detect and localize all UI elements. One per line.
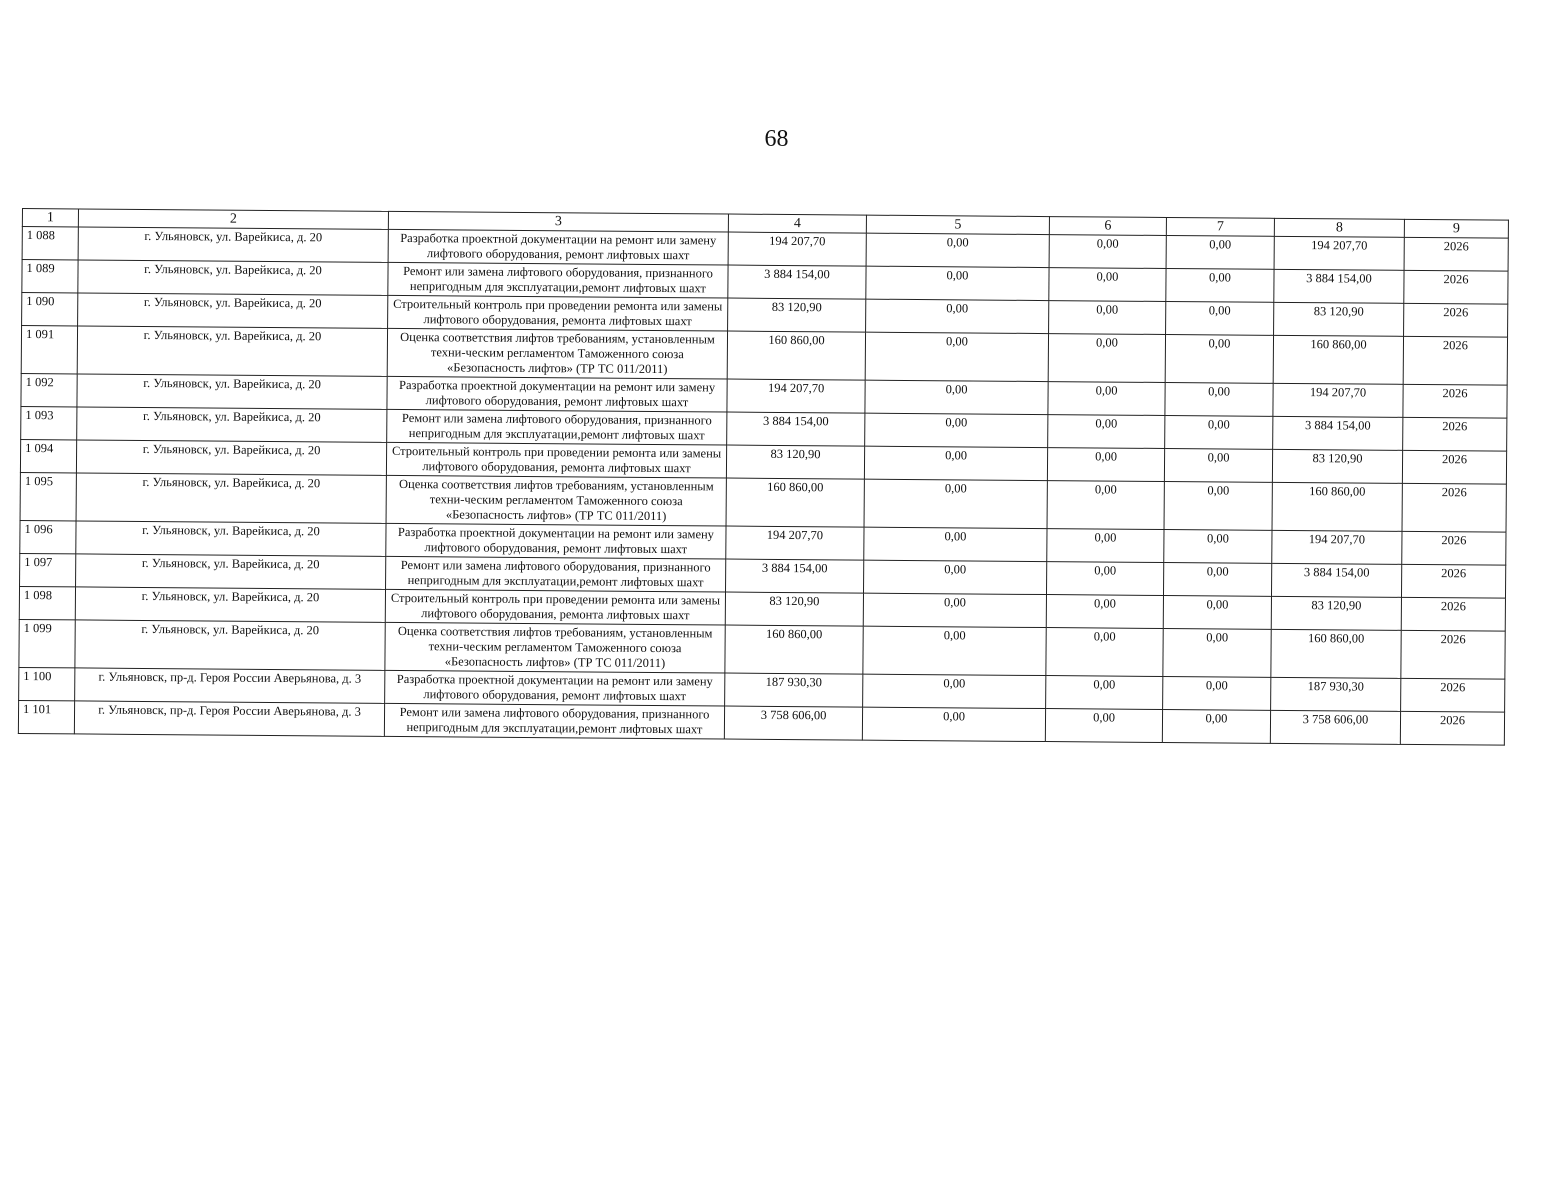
fund-cost-cell: 194 207,70 <box>1272 530 1402 564</box>
address-cell: г. Ульяновск, пр-д. Героя России Аверьянова, д. 3 <box>74 701 384 736</box>
cost-cell-col6: 0,00 <box>1049 235 1166 269</box>
column-header: 3 <box>388 211 728 232</box>
column-header: 4 <box>728 214 866 233</box>
row-number: 1 096 <box>20 520 76 553</box>
year-cell: 2026 <box>1401 564 1505 598</box>
work-type-cell: Оценка соответствия лифтов требованиям, установленным техни-ческим регламентом Таможенного союза «Безопасность лифтов» (ТР ТС 011/2011) <box>387 328 727 379</box>
year-cell: 2026 <box>1403 417 1507 451</box>
work-type-cell: Разработка проектной документации на ремонт или замену лифтового оборудования, ремонт лифтовых шахт <box>386 523 726 559</box>
address-cell: г. Ульяновск, ул. Варейкиса, д. 20 <box>76 440 386 475</box>
cost-cell-col5: 0,00 <box>864 479 1047 528</box>
fund-cost-cell: 83 120,90 <box>1274 302 1404 336</box>
work-type-cell: Ремонт или замена лифтового оборудования, признанного непригодным для эксплуатации,ремонт лифтовых шахт <box>388 262 728 298</box>
address-cell: г. Ульяновск, ул. Варейкиса, д. 20 <box>75 587 385 622</box>
row-number: 1 100 <box>19 667 75 700</box>
row-number: 1 099 <box>19 619 75 667</box>
cost-cell-col5: 0,00 <box>865 413 1048 447</box>
year-cell: 2026 <box>1401 597 1505 631</box>
cost-cell-col6: 0,00 <box>1049 301 1166 335</box>
address-cell: г. Ульяновск, ул. Варейкиса, д. 20 <box>75 620 385 670</box>
cost-cell-col7: 0,00 <box>1165 334 1273 383</box>
cost-cell-col5: 0,00 <box>865 380 1048 414</box>
column-header: 1 <box>22 209 78 227</box>
cost-cell-col7: 0,00 <box>1163 628 1271 677</box>
total-cost-cell: 187 930,30 <box>725 673 863 707</box>
cost-cell-col5: 0,00 <box>865 332 1048 381</box>
column-header: 9 <box>1404 219 1508 238</box>
address-cell: г. Ульяновск, ул. Варейкиса, д. 20 <box>78 293 388 328</box>
fund-cost-cell: 160 860,00 <box>1271 629 1401 678</box>
total-cost-cell: 3 884 154,00 <box>726 559 864 593</box>
work-type-cell: Разработка проектной документации на ремонт или замену лифтового оборудования, ремонт лифтовых шахт <box>385 670 725 706</box>
fund-cost-cell: 3 884 154,00 <box>1271 563 1401 597</box>
year-cell: 2026 <box>1402 450 1506 484</box>
work-type-cell: Строительный контроль при проведении ремонта или замены лифтового оборудования, ремонта лифтовых шахт <box>388 295 728 331</box>
cost-cell-col7: 0,00 <box>1164 529 1272 563</box>
fund-cost-cell: 194 207,70 <box>1274 236 1404 270</box>
fund-cost-cell: 160 860,00 <box>1272 482 1402 531</box>
cost-cell-col5: 0,00 <box>866 266 1049 300</box>
year-cell: 2026 <box>1400 711 1504 745</box>
cost-cell-col7: 0,00 <box>1166 268 1274 302</box>
cost-cell-col7: 0,00 <box>1163 676 1271 710</box>
cost-cell-col6: 0,00 <box>1045 709 1162 743</box>
page-number: 68 <box>764 126 789 152</box>
column-header: 7 <box>1166 217 1274 236</box>
total-cost-cell: 194 207,70 <box>728 232 866 266</box>
cost-cell-col6: 0,00 <box>1048 334 1165 383</box>
fund-cost-cell: 83 120,90 <box>1271 596 1401 630</box>
address-cell: г. Ульяновск, ул. Варейкиса, д. 20 <box>76 554 386 589</box>
row-number: 1 090 <box>22 293 78 326</box>
address-cell: г. Ульяновск, ул. Варейкиса, д. 20 <box>78 260 388 295</box>
address-cell: г. Ульяновск, ул. Варейкиса, д. 20 <box>76 473 386 523</box>
table-body <box>18 227 1508 746</box>
year-cell: 2026 <box>1403 336 1507 385</box>
cost-cell-col5: 0,00 <box>864 446 1047 480</box>
year-cell: 2026 <box>1402 483 1506 532</box>
address-cell: г. Ульяновск, ул. Варейкиса, д. 20 <box>77 407 387 442</box>
fund-cost-cell: 194 207,70 <box>1273 383 1403 417</box>
cost-cell-col6: 0,00 <box>1046 628 1163 677</box>
cost-cell-col5: 0,00 <box>863 593 1046 627</box>
year-cell: 2026 <box>1404 237 1508 271</box>
cost-cell-col5: 0,00 <box>863 674 1046 708</box>
cost-cell-col7: 0,00 <box>1163 595 1271 629</box>
work-type-cell: Разработка проектной документации на ремонт или замену лифтового оборудования, ремонт лифтовых шахт <box>388 229 728 265</box>
row-number: 1 092 <box>21 373 77 406</box>
address-cell: г. Ульяновск, ул. Варейкиса, д. 20 <box>78 227 388 262</box>
cost-cell-col5: 0,00 <box>866 233 1049 267</box>
row-number: 1 101 <box>18 700 74 733</box>
cost-cell-col6: 0,00 <box>1048 415 1165 449</box>
fund-cost-cell: 83 120,90 <box>1272 449 1402 483</box>
column-header: 2 <box>78 209 388 229</box>
row-number: 1 097 <box>20 553 76 586</box>
cost-cell-col7: 0,00 <box>1163 562 1271 596</box>
year-cell: 2026 <box>1403 384 1507 418</box>
cost-cell-col6: 0,00 <box>1046 595 1163 629</box>
work-type-cell: Оценка соответствия лифтов требованиям, установленным техни-ческим регламентом Таможенного союза «Безопасность лифтов» (ТР ТС 011/2011) <box>386 475 726 526</box>
work-type-cell: Строительный контроль при проведении ремонта или замены лифтового оборудования, ремонта лифтовых шахт <box>385 589 725 625</box>
total-cost-cell: 83 120,90 <box>726 445 864 479</box>
cost-cell-col7: 0,00 <box>1166 301 1274 335</box>
work-type-cell: Ремонт или замена лифтового оборудования, признанного непригодным для эксплуатации,ремонт лифтовых шахт <box>386 556 726 592</box>
total-cost-cell: 194 207,70 <box>726 526 864 560</box>
cost-cell-col7: 0,00 <box>1165 415 1273 449</box>
fund-cost-cell: 160 860,00 <box>1273 335 1403 384</box>
cost-cell-col5: 0,00 <box>864 527 1047 561</box>
fund-cost-cell: 3 758 606,00 <box>1270 710 1400 744</box>
cost-cell-col5: 0,00 <box>864 560 1047 594</box>
cost-cell-col7: 0,00 <box>1162 709 1270 743</box>
address-cell: г. Ульяновск, ул. Варейкиса, д. 20 <box>77 326 387 376</box>
address-cell: г. Ульяновск, ул. Варейкиса, д. 20 <box>76 521 386 556</box>
column-header: 5 <box>866 215 1049 234</box>
cost-cell-col5: 0,00 <box>863 626 1046 675</box>
total-cost-cell: 83 120,90 <box>725 592 863 626</box>
cost-cell-col6: 0,00 <box>1049 268 1166 302</box>
fund-cost-cell: 3 884 154,00 <box>1274 269 1404 303</box>
total-cost-cell: 160 860,00 <box>725 625 863 674</box>
work-type-cell: Оценка соответствия лифтов требованиям, установленным техни-ческим регламентом Таможенного союза «Безопасность лифтов» (ТР ТС 011/2011) <box>385 622 725 673</box>
total-cost-cell: 3 884 154,00 <box>727 412 865 446</box>
total-cost-cell: 3 884 154,00 <box>728 265 866 299</box>
address-cell: г. Ульяновск, ул. Варейкиса, д. 20 <box>77 374 387 409</box>
cost-cell-col6: 0,00 <box>1047 481 1164 530</box>
cost-cell-col7: 0,00 <box>1164 448 1272 482</box>
row-number: 1 098 <box>19 586 75 619</box>
year-cell: 2026 <box>1401 678 1505 712</box>
total-cost-cell: 3 758 606,00 <box>724 706 862 740</box>
fund-cost-cell: 187 930,30 <box>1271 677 1401 711</box>
total-cost-cell: 160 860,00 <box>727 331 865 380</box>
cost-cell-col6: 0,00 <box>1048 382 1165 416</box>
cost-cell-col5: 0,00 <box>866 299 1049 333</box>
cost-cell-col6: 0,00 <box>1047 529 1164 563</box>
work-type-cell: Строительный контроль при проведении ремонта или замены лифтового оборудования, ремонта лифтовых шахт <box>386 442 726 478</box>
total-cost-cell: 160 860,00 <box>726 478 864 527</box>
work-type-cell: Ремонт или замена лифтового оборудования, признанного непригодным для эксплуатации,ремонт лифтовых шахт <box>384 703 724 739</box>
cost-cell-col6: 0,00 <box>1047 448 1164 482</box>
column-header: 6 <box>1049 217 1166 236</box>
address-cell: г. Ульяновск, пр-д. Героя России Аверьянова, д. 3 <box>75 668 385 703</box>
cost-cell-col5: 0,00 <box>862 707 1045 741</box>
row-number: 1 089 <box>22 260 78 293</box>
cost-cell-col7: 0,00 <box>1165 382 1273 416</box>
fund-cost-cell: 3 884 154,00 <box>1273 416 1403 450</box>
year-cell: 2026 <box>1404 270 1508 304</box>
work-type-cell: Ремонт или замена лифтового оборудования, признанного непригодным для эксплуатации,ремонт лифтовых шахт <box>387 409 727 445</box>
row-number: 1 091 <box>21 326 77 374</box>
cost-cell-col6: 0,00 <box>1046 676 1163 710</box>
total-cost-cell: 194 207,70 <box>727 379 865 413</box>
row-number: 1 093 <box>21 406 77 439</box>
year-cell: 2026 <box>1402 531 1506 565</box>
column-header: 8 <box>1274 218 1404 237</box>
row-number: 1 094 <box>20 439 76 472</box>
year-cell: 2026 <box>1404 303 1508 337</box>
row-number: 1 088 <box>22 227 78 260</box>
cost-cell-col7: 0,00 <box>1164 481 1272 530</box>
cost-cell-col7: 0,00 <box>1166 235 1274 269</box>
year-cell: 2026 <box>1401 630 1505 679</box>
capital-repair-table <box>18 208 1509 746</box>
work-type-cell: Разработка проектной документации на ремонт или замену лифтового оборудования, ремонт лифтовых шахт <box>387 376 727 412</box>
total-cost-cell: 83 120,90 <box>728 298 866 332</box>
cost-cell-col6: 0,00 <box>1046 562 1163 596</box>
row-number: 1 095 <box>20 472 76 520</box>
